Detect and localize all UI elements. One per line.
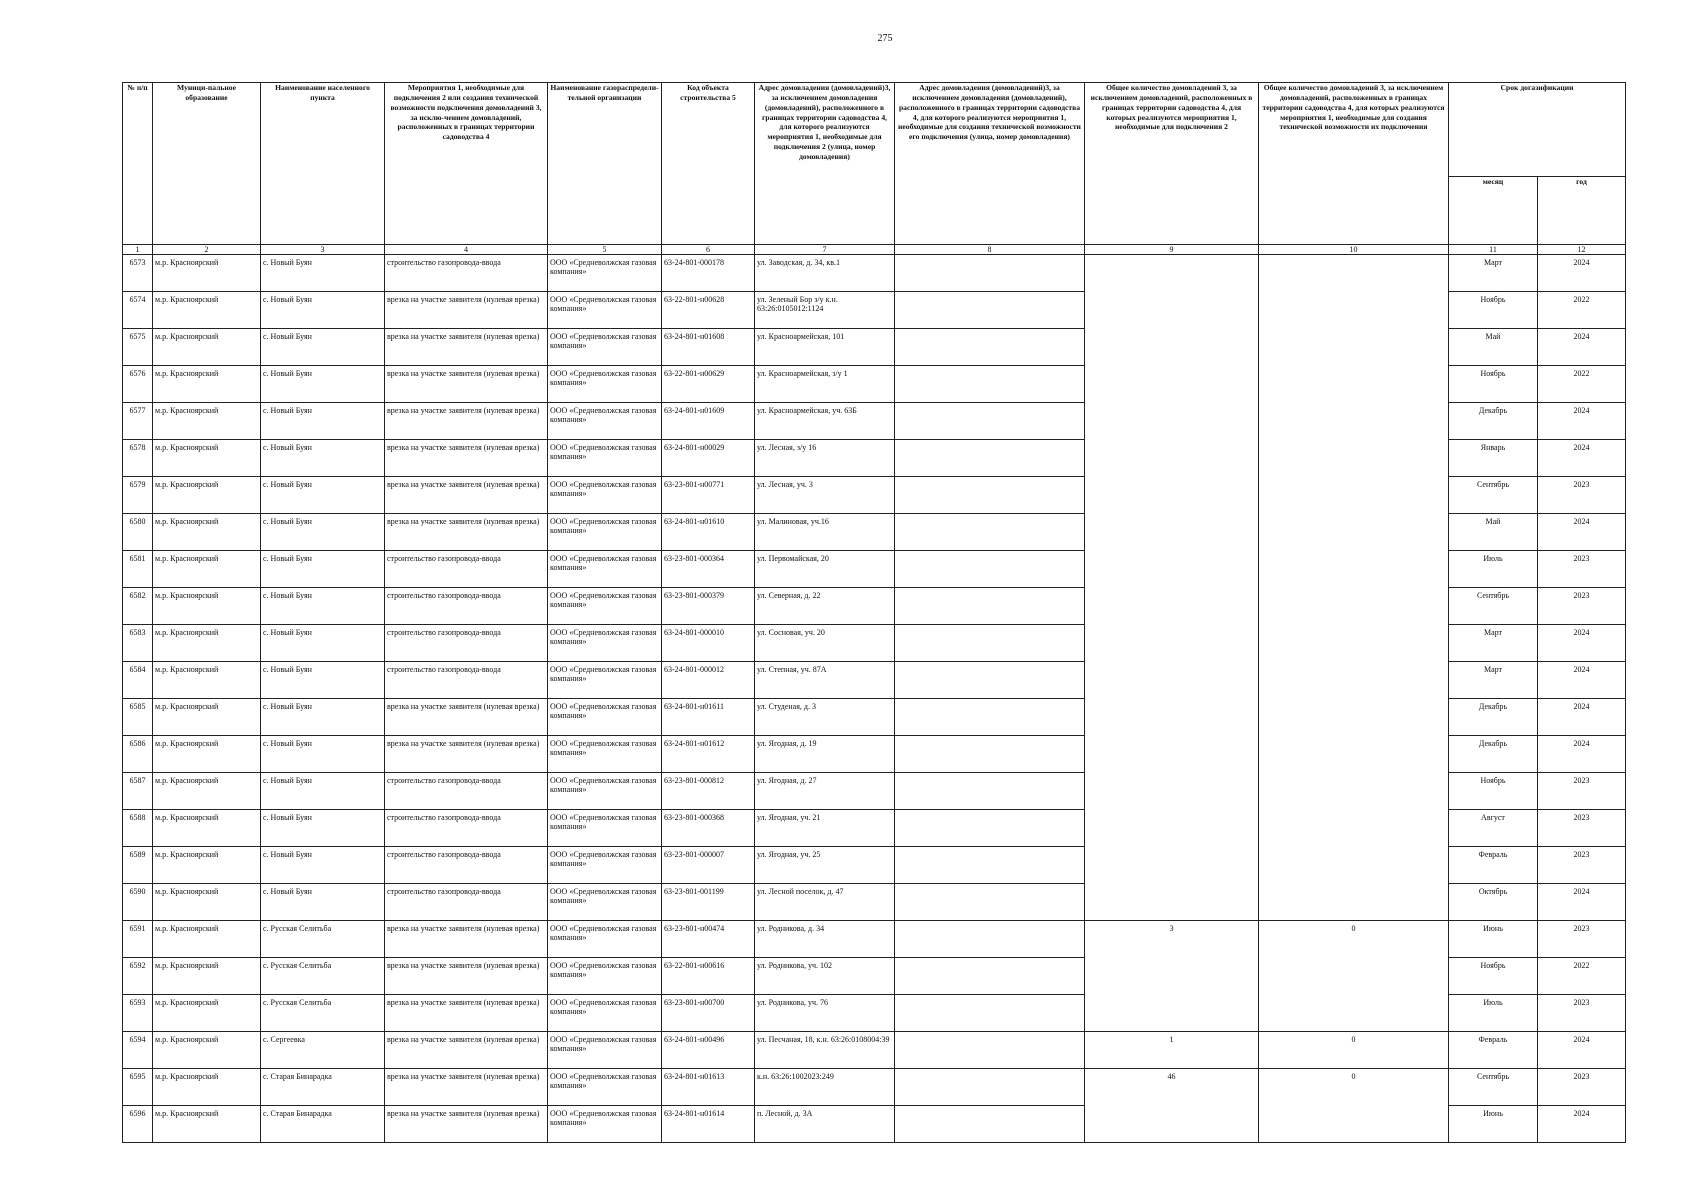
settlement-cell: с. Новый Буян — [261, 662, 385, 699]
object-code-cell: 63-23-801-н00771 — [662, 477, 755, 514]
address-cell: ул. Малиновая, уч.16 — [755, 514, 895, 551]
municipality-cell: м.р. Красноярский — [153, 329, 261, 366]
settlement-cell: с. Новый Буян — [261, 477, 385, 514]
object-code-cell: 63-23-801-000364 — [662, 551, 755, 588]
count-connection-cell: 3 — [1085, 921, 1259, 1032]
address-technical-cell — [895, 514, 1085, 551]
address-cell: ул. Песчаная, 18, к.н. 63:26:0108004:39 — [755, 1032, 895, 1069]
month-cell: Декабрь — [1449, 699, 1538, 736]
column-number: 8 — [895, 245, 1085, 255]
object-code-cell: 63-23-801-000379 — [662, 588, 755, 625]
municipality-cell: м.р. Красноярский — [153, 884, 261, 921]
address-cell: ул. Степная, уч. 87А — [755, 662, 895, 699]
row-number: 6585 — [123, 699, 153, 736]
organization-cell: ООО «Средневолжская газовая компания» — [548, 440, 662, 477]
header-year: год — [1538, 177, 1626, 245]
header-object-code: Код объекта строительства 5 — [662, 83, 755, 245]
organization-cell: ООО «Средневолжская газовая компания» — [548, 773, 662, 810]
municipality-cell: м.р. Красноярский — [153, 699, 261, 736]
event-cell: врезка на участке заявителя (нулевая врезка) — [385, 699, 548, 736]
count-technical-cell: 0 — [1259, 921, 1449, 1032]
count-technical-cell — [1259, 255, 1449, 921]
count-technical-cell: 0 — [1259, 1032, 1449, 1069]
address-technical-cell — [895, 884, 1085, 921]
municipality-cell: м.р. Красноярский — [153, 810, 261, 847]
month-cell: Октябрь — [1449, 884, 1538, 921]
event-cell: строительство газопровода-ввода — [385, 662, 548, 699]
address-technical-cell — [895, 551, 1085, 588]
organization-cell: ООО «Средневолжская газовая компания» — [548, 1032, 662, 1069]
row-number: 6596 — [123, 1106, 153, 1143]
organization-cell: ООО «Средневолжская газовая компания» — [548, 625, 662, 662]
year-cell: 2023 — [1538, 477, 1626, 514]
event-cell: строительство газопровода-ввода — [385, 255, 548, 292]
object-code-cell: 63-23-801-000368 — [662, 810, 755, 847]
organization-cell: ООО «Средневолжская газовая компания» — [548, 662, 662, 699]
organization-cell: ООО «Средневолжская газовая компания» — [548, 551, 662, 588]
address-cell: ул. Ягодная, уч. 21 — [755, 810, 895, 847]
row-number: 6591 — [123, 921, 153, 958]
municipality-cell: м.р. Красноярский — [153, 736, 261, 773]
count-connection-cell: 1 — [1085, 1032, 1259, 1069]
header-count-technical: Общее количество домовладений 3, за исключением домовладений, расположенных в границах территории садоводства 4, для которых реализуются мероприятия 1, необходимые для создания технической возможности их подключения — [1259, 83, 1449, 245]
object-code-cell: 63-24-801-н01613 — [662, 1069, 755, 1106]
row-number: 6575 — [123, 329, 153, 366]
column-number: 11 — [1449, 245, 1538, 255]
municipality-cell: м.р. Красноярский — [153, 514, 261, 551]
column-number: 10 — [1259, 245, 1449, 255]
year-cell: 2023 — [1538, 921, 1626, 958]
address-cell: ул. Ягодная, д. 19 — [755, 736, 895, 773]
year-cell: 2023 — [1538, 1069, 1626, 1106]
count-connection-cell: 46 — [1085, 1069, 1259, 1143]
organization-cell: ООО «Средневолжская газовая компания» — [548, 958, 662, 995]
settlement-cell: с. Новый Буян — [261, 514, 385, 551]
organization-cell: ООО «Средневолжская газовая компания» — [548, 810, 662, 847]
address-cell: ул. Зеленый Бор з/у к.н. 63:26:0105012:1124 — [755, 292, 895, 329]
event-cell: строительство газопровода-ввода — [385, 847, 548, 884]
municipality-cell: м.р. Красноярский — [153, 255, 261, 292]
address-technical-cell — [895, 403, 1085, 440]
address-technical-cell — [895, 810, 1085, 847]
address-technical-cell — [895, 440, 1085, 477]
address-cell: ул. Родникова, уч. 102 — [755, 958, 895, 995]
header-events: Мероприятия 1, необходимые для подключения 2 или создания технической возможности подключения домовладений 3, за исклю-чением домовладений, расположенных в границах территории садоводства 4 — [385, 83, 548, 245]
row-number: 6583 — [123, 625, 153, 662]
address-cell: ул. Сосновая, уч. 20 — [755, 625, 895, 662]
address-technical-cell — [895, 255, 1085, 292]
table-row — [123, 1069, 1626, 1106]
settlement-cell: с. Старая Бинарадка — [261, 1106, 385, 1143]
header-address-technical: Адрес домовладения (домовладений)3, за исключением домовладения (домовладений), расположенного в границах территории садоводства 4, для которого реализуются мероприятия 1, необходимые для создания технической возможности его подключения (улица, номер домовладения) — [895, 83, 1085, 245]
event-cell: врезка на участке заявителя (нулевая врезка) — [385, 403, 548, 440]
year-cell: 2024 — [1538, 1106, 1626, 1143]
year-cell: 2023 — [1538, 551, 1626, 588]
municipality-cell: м.р. Красноярский — [153, 921, 261, 958]
address-cell: ул. Родникова, д. 34 — [755, 921, 895, 958]
column-number: 4 — [385, 245, 548, 255]
object-code-cell: 63-24-801-н01610 — [662, 514, 755, 551]
settlement-cell: с. Новый Буян — [261, 329, 385, 366]
header-month: месяц — [1449, 177, 1538, 245]
settlement-cell: с. Новый Буян — [261, 773, 385, 810]
column-number: 12 — [1538, 245, 1626, 255]
month-cell: Март — [1449, 662, 1538, 699]
event-cell: врезка на участке заявителя (нулевая врезка) — [385, 995, 548, 1032]
settlement-cell: с. Русская Селитьба — [261, 958, 385, 995]
year-cell: 2024 — [1538, 625, 1626, 662]
header-municipality: Муници-пальное образование — [153, 83, 261, 245]
column-number: 7 — [755, 245, 895, 255]
address-technical-cell — [895, 329, 1085, 366]
settlement-cell: с. Новый Буян — [261, 551, 385, 588]
event-cell: строительство газопровода-ввода — [385, 625, 548, 662]
address-technical-cell — [895, 625, 1085, 662]
settlement-cell: с. Новый Буян — [261, 736, 385, 773]
event-cell: строительство газопровода-ввода — [385, 884, 548, 921]
organization-cell: ООО «Средневолжская газовая компания» — [548, 514, 662, 551]
address-technical-cell — [895, 588, 1085, 625]
month-cell: Ноябрь — [1449, 958, 1538, 995]
event-cell: врезка на участке заявителя (нулевая врезка) — [385, 366, 548, 403]
settlement-cell: с. Новый Буян — [261, 699, 385, 736]
settlement-cell: с. Новый Буян — [261, 440, 385, 477]
month-cell: Июль — [1449, 995, 1538, 1032]
year-cell: 2024 — [1538, 736, 1626, 773]
settlement-cell: с. Сергеевка — [261, 1032, 385, 1069]
year-cell: 2024 — [1538, 255, 1626, 292]
settlement-cell: с. Новый Буян — [261, 292, 385, 329]
year-cell: 2023 — [1538, 810, 1626, 847]
year-cell: 2024 — [1538, 884, 1626, 921]
row-number: 6581 — [123, 551, 153, 588]
month-cell: Июнь — [1449, 1106, 1538, 1143]
event-cell: врезка на участке заявителя (нулевая врезка) — [385, 477, 548, 514]
count-connection-cell — [1085, 255, 1259, 921]
address-cell: к.н. 63:26:1002023:249 — [755, 1069, 895, 1106]
municipality-cell: м.р. Красноярский — [153, 366, 261, 403]
month-cell: Сентябрь — [1449, 477, 1538, 514]
object-code-cell: 63-24-801-000178 — [662, 255, 755, 292]
header-deadline: Срок догазификации — [1449, 83, 1626, 177]
month-cell: Сентябрь — [1449, 1069, 1538, 1106]
settlement-cell: с. Русская Селитьба — [261, 995, 385, 1032]
organization-cell: ООО «Средневолжская газовая компания» — [548, 403, 662, 440]
address-cell: ул. Ягодная, уч. 25 — [755, 847, 895, 884]
organization-cell: ООО «Средневолжская газовая компания» — [548, 1106, 662, 1143]
settlement-cell: с. Новый Буян — [261, 625, 385, 662]
header-address-connection: Адрес домовладения (домовладений)3, за исключением домовладения (домовладений), расположенного в границах территории садоводства 4, для которого реализуются мероприятия 1, необходимые для подключения 2 (улица, номер домовладения) — [755, 83, 895, 245]
address-technical-cell — [895, 292, 1085, 329]
row-number: 6587 — [123, 773, 153, 810]
month-cell: Март — [1449, 625, 1538, 662]
object-code-cell: 63-22-801-н00628 — [662, 292, 755, 329]
row-number: 6580 — [123, 514, 153, 551]
object-code-cell: 63-24-801-000012 — [662, 662, 755, 699]
object-code-cell: 63-24-801-н01608 — [662, 329, 755, 366]
municipality-cell: м.р. Красноярский — [153, 292, 261, 329]
table-row — [123, 1032, 1626, 1069]
organization-cell: ООО «Средневолжская газовая компания» — [548, 329, 662, 366]
settlement-cell: с. Новый Буян — [261, 403, 385, 440]
settlement-cell: с. Новый Буян — [261, 884, 385, 921]
address-cell: ул. Заводская, д. 34, кв.1 — [755, 255, 895, 292]
object-code-cell: 63-23-801-н00474 — [662, 921, 755, 958]
row-number: 6578 — [123, 440, 153, 477]
municipality-cell: м.р. Красноярский — [153, 588, 261, 625]
object-code-cell: 63-24-801-н01612 — [662, 736, 755, 773]
header-organization: Наименование газораспредели-тельной организации — [548, 83, 662, 245]
month-cell: Сентябрь — [1449, 588, 1538, 625]
row-number: 6574 — [123, 292, 153, 329]
row-number: 6576 — [123, 366, 153, 403]
object-code-cell: 63-22-801-н00616 — [662, 958, 755, 995]
event-cell: врезка на участке заявителя (нулевая врезка) — [385, 958, 548, 995]
month-cell: Ноябрь — [1449, 366, 1538, 403]
month-cell: Декабрь — [1449, 736, 1538, 773]
object-code-cell: 63-24-801-н01609 — [662, 403, 755, 440]
municipality-cell: м.р. Красноярский — [153, 773, 261, 810]
municipality-cell: м.р. Красноярский — [153, 958, 261, 995]
count-technical-cell: 0 — [1259, 1069, 1449, 1143]
settlement-cell: с. Новый Буян — [261, 366, 385, 403]
address-technical-cell — [895, 366, 1085, 403]
column-number: 3 — [261, 245, 385, 255]
organization-cell: ООО «Средневолжская газовая компания» — [548, 699, 662, 736]
municipality-cell: м.р. Красноярский — [153, 1106, 261, 1143]
month-cell: Февраль — [1449, 1032, 1538, 1069]
object-code-cell: 63-24-801-н01614 — [662, 1106, 755, 1143]
event-cell: строительство газопровода-ввода — [385, 551, 548, 588]
municipality-cell: м.р. Красноярский — [153, 995, 261, 1032]
municipality-cell: м.р. Красноярский — [153, 403, 261, 440]
object-code-cell: 63-24-801-н01611 — [662, 699, 755, 736]
event-cell: врезка на участке заявителя (нулевая врезка) — [385, 1106, 548, 1143]
address-technical-cell — [895, 1069, 1085, 1106]
year-cell: 2024 — [1538, 329, 1626, 366]
organization-cell: ООО «Средневолжская газовая компания» — [548, 995, 662, 1032]
year-cell: 2024 — [1538, 699, 1626, 736]
organization-cell: ООО «Средневолжская газовая компания» — [548, 847, 662, 884]
row-number: 6595 — [123, 1069, 153, 1106]
address-technical-cell — [895, 1106, 1085, 1143]
settlement-cell: с. Русская Селитьба — [261, 921, 385, 958]
address-cell: ул. Студеная, д. 3 — [755, 699, 895, 736]
address-cell: ул. Лесной поселок, д. 47 — [755, 884, 895, 921]
address-technical-cell — [895, 847, 1085, 884]
event-cell: врезка на участке заявителя (нулевая врезка) — [385, 329, 548, 366]
address-cell: ул. Родникова, уч. 76 — [755, 995, 895, 1032]
year-cell: 2024 — [1538, 1032, 1626, 1069]
object-code-cell: 63-24-801-н00029 — [662, 440, 755, 477]
year-cell: 2024 — [1538, 514, 1626, 551]
column-number: 5 — [548, 245, 662, 255]
settlement-cell: с. Новый Буян — [261, 847, 385, 884]
header-count-connection: Общее количество домовладений 3, за исключением домовладений, расположенных в границах территории садоводства 4, для которых реализуются мероприятия 1, необходимые для подключения 2 — [1085, 83, 1259, 245]
address-technical-cell — [895, 699, 1085, 736]
row-number: 6584 — [123, 662, 153, 699]
month-cell: Ноябрь — [1449, 773, 1538, 810]
row-number: 6582 — [123, 588, 153, 625]
object-code-cell: 63-23-801-н00700 — [662, 995, 755, 1032]
table-body — [123, 255, 1626, 1143]
month-cell: Июль — [1449, 551, 1538, 588]
row-number: 6573 — [123, 255, 153, 292]
column-number: 1 — [123, 245, 153, 255]
object-code-cell: 63-24-801-000010 — [662, 625, 755, 662]
year-cell: 2023 — [1538, 847, 1626, 884]
municipality-cell: м.р. Красноярский — [153, 477, 261, 514]
row-number: 6579 — [123, 477, 153, 514]
organization-cell: ООО «Средневолжская газовая компания» — [548, 884, 662, 921]
event-cell: врезка на участке заявителя (нулевая врезка) — [385, 1032, 548, 1069]
object-code-cell: 63-23-801-001199 — [662, 884, 755, 921]
address-technical-cell — [895, 921, 1085, 958]
address-technical-cell — [895, 477, 1085, 514]
header-row — [123, 83, 1626, 177]
row-number: 6590 — [123, 884, 153, 921]
year-cell: 2023 — [1538, 588, 1626, 625]
row-number: 6577 — [123, 403, 153, 440]
address-cell: п. Лесной, д. 3А — [755, 1106, 895, 1143]
municipality-cell: м.р. Красноярский — [153, 440, 261, 477]
organization-cell: ООО «Средневолжская газовая компания» — [548, 588, 662, 625]
municipality-cell: м.р. Красноярский — [153, 847, 261, 884]
page-number: 275 — [877, 33, 893, 44]
gasification-table — [122, 82, 1626, 1143]
event-cell: строительство газопровода-ввода — [385, 588, 548, 625]
month-cell: Январь — [1449, 440, 1538, 477]
address-technical-cell — [895, 736, 1085, 773]
address-cell: ул. Красноармейская, з/у 1 — [755, 366, 895, 403]
municipality-cell: м.р. Красноярский — [153, 625, 261, 662]
address-technical-cell — [895, 1032, 1085, 1069]
settlement-cell: с. Новый Буян — [261, 810, 385, 847]
organization-cell: ООО «Средневолжская газовая компания» — [548, 736, 662, 773]
address-cell: ул. Красноармейская, 101 — [755, 329, 895, 366]
settlement-cell: с. Старая Бинарадка — [261, 1069, 385, 1106]
address-cell: ул. Северная, д. 22 — [755, 588, 895, 625]
month-cell: Февраль — [1449, 847, 1538, 884]
organization-cell: ООО «Средневолжская газовая компания» — [548, 366, 662, 403]
municipality-cell: м.р. Красноярский — [153, 1032, 261, 1069]
address-cell: ул. Первомайская, 20 — [755, 551, 895, 588]
month-cell: Март — [1449, 255, 1538, 292]
organization-cell: ООО «Средневолжская газовая компания» — [548, 1069, 662, 1106]
organization-cell: ООО «Средневолжская газовая компания» — [548, 477, 662, 514]
year-cell: 2022 — [1538, 958, 1626, 995]
address-cell: ул. Ягодная, д. 27 — [755, 773, 895, 810]
year-cell: 2024 — [1538, 662, 1626, 699]
municipality-cell: м.р. Красноярский — [153, 551, 261, 588]
header-settlement: Наименование населенного пункта — [261, 83, 385, 245]
year-cell: 2022 — [1538, 366, 1626, 403]
column-number-row — [123, 245, 1626, 255]
address-cell: ул. Красноармейская, уч. 63Б — [755, 403, 895, 440]
organization-cell: ООО «Средневолжская газовая компания» — [548, 292, 662, 329]
address-cell: ул. Лесная, з/у 16 — [755, 440, 895, 477]
municipality-cell: м.р. Красноярский — [153, 1069, 261, 1106]
event-cell: врезка на участке заявителя (нулевая врезка) — [385, 292, 548, 329]
event-cell: строительство газопровода-ввода — [385, 810, 548, 847]
address-technical-cell — [895, 958, 1085, 995]
year-cell: 2024 — [1538, 403, 1626, 440]
event-cell: врезка на участке заявителя (нулевая врезка) — [385, 921, 548, 958]
header-num: № п/п — [123, 83, 153, 245]
column-number: 2 — [153, 245, 261, 255]
object-code-cell: 63-23-801-000812 — [662, 773, 755, 810]
address-technical-cell — [895, 773, 1085, 810]
settlement-cell: с. Новый Буян — [261, 255, 385, 292]
year-cell: 2024 — [1538, 440, 1626, 477]
column-number: 6 — [662, 245, 755, 255]
table-row — [123, 255, 1626, 292]
row-number: 6594 — [123, 1032, 153, 1069]
address-technical-cell — [895, 662, 1085, 699]
event-cell: врезка на участке заявителя (нулевая врезка) — [385, 1069, 548, 1106]
row-number: 6593 — [123, 995, 153, 1032]
month-cell: Май — [1449, 514, 1538, 551]
object-code-cell: 63-22-801-н00629 — [662, 366, 755, 403]
row-number: 6588 — [123, 810, 153, 847]
object-code-cell: 63-23-801-000007 — [662, 847, 755, 884]
address-technical-cell — [895, 995, 1085, 1032]
month-cell: Август — [1449, 810, 1538, 847]
month-cell: Декабрь — [1449, 403, 1538, 440]
month-cell: Май — [1449, 329, 1538, 366]
event-cell: врезка на участке заявителя (нулевая врезка) — [385, 514, 548, 551]
month-cell: Июнь — [1449, 921, 1538, 958]
month-cell: Ноябрь — [1449, 292, 1538, 329]
event-cell: строительство газопровода-ввода — [385, 773, 548, 810]
year-cell: 2022 — [1538, 292, 1626, 329]
municipality-cell: м.р. Красноярский — [153, 662, 261, 699]
row-number: 6589 — [123, 847, 153, 884]
column-number: 9 — [1085, 245, 1259, 255]
row-number: 6586 — [123, 736, 153, 773]
organization-cell: ООО «Средневолжская газовая компания» — [548, 255, 662, 292]
event-cell: врезка на участке заявителя (нулевая врезка) — [385, 440, 548, 477]
event-cell: врезка на участке заявителя (нулевая врезка) — [385, 736, 548, 773]
settlement-cell: с. Новый Буян — [261, 588, 385, 625]
table-row — [123, 921, 1626, 958]
year-cell: 2023 — [1538, 773, 1626, 810]
year-cell: 2023 — [1538, 995, 1626, 1032]
object-code-cell: 63-24-801-н00496 — [662, 1032, 755, 1069]
row-number: 6592 — [123, 958, 153, 995]
organization-cell: ООО «Средневолжская газовая компания» — [548, 921, 662, 958]
address-cell: ул. Лесная, уч. 3 — [755, 477, 895, 514]
